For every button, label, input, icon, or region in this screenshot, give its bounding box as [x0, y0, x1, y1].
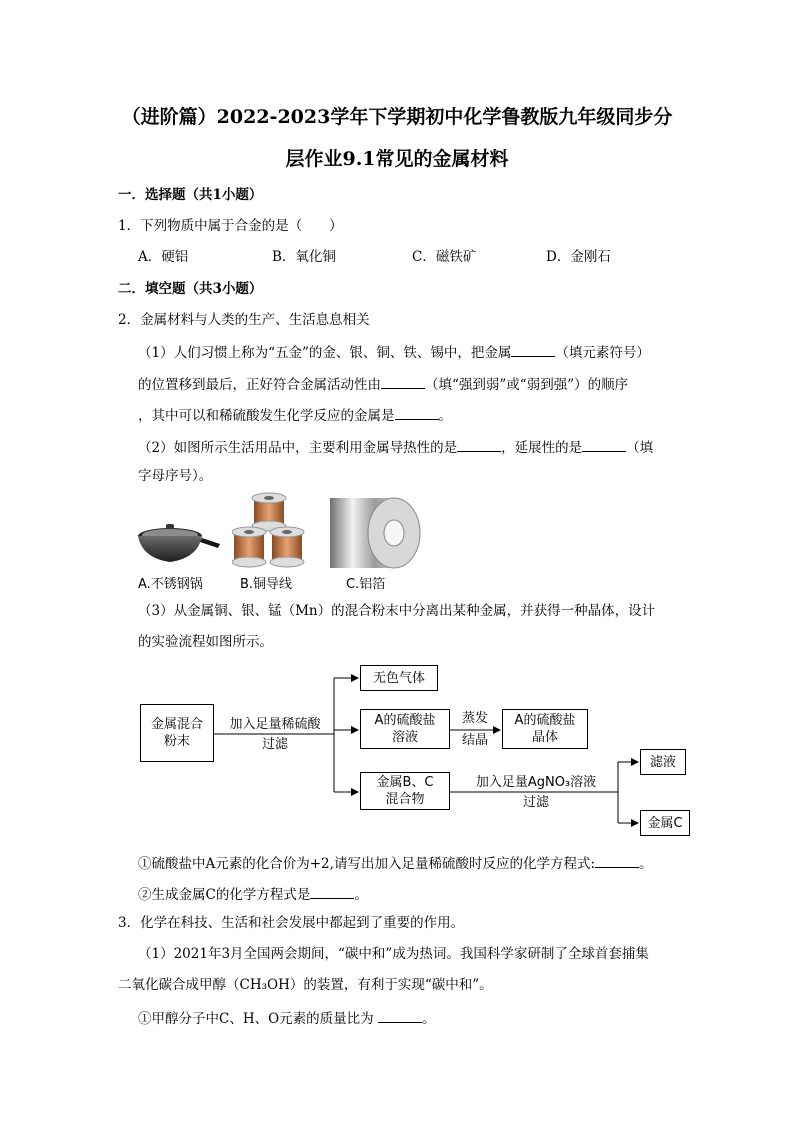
q1-option-a: A．硬铝	[138, 249, 189, 265]
doc-title-line1: （进阶篇）2022-2023学年下学期初中化学鲁教版九年级同步分	[121, 106, 673, 128]
q1-option-b: B．氧化铜	[272, 249, 336, 265]
q2-part1-line1: （1）人们习惯上称为“五金”的金、银、铜、铁、锡中，把金属 （填元素符号）	[138, 342, 650, 362]
q2-part3-line1: （3）从金属铜、银、锰（Mn）的混合粉末中分离出某种金属，并获得一种晶体，设计	[138, 603, 656, 619]
q2-stem: 2．金属材料与人类的生产、生活息息相关	[118, 312, 370, 328]
flow-label-crystallize: 结晶	[461, 733, 488, 748]
q2-sub2: ②生成金属C的化学方程式是 。	[138, 884, 368, 904]
q2-part1-line2: 的位置移到最后，正好符合金属活动性由 （填“强到弱”或“弱到强”）的顺序	[138, 374, 628, 394]
flow-label-evaporate: 蒸发	[461, 711, 488, 726]
flow-box-metal-bc: 金属B、C 混合物	[360, 772, 450, 810]
flow-label-acid: 加入足量稀硫酸	[229, 717, 321, 732]
q2-part1-line3: ，其中可以和稀硫酸发生化学反应的金属是 。	[138, 405, 452, 425]
q3-sub1: ①甲醇分子中C、H、O元素的质量比为 。	[138, 1008, 435, 1028]
q3-stem: 3．化学在科技、生活和社会发展中都起到了重要的作用。	[118, 915, 465, 931]
q1-option-c: C．磁铁矿	[412, 249, 477, 265]
q2-part3-line2: 的实验流程如图所示。	[138, 634, 273, 650]
q2-part2-line1: （2）如图所示生活用品中，主要利用金属导热性的是 ，延展性的是 （填	[138, 437, 653, 457]
flow-label-agno3: 加入足量AgNO₃溶液	[475, 775, 597, 790]
answer-blank[interactable]	[595, 853, 639, 868]
section-heading-fill: 二．填空题（共3小题）	[118, 281, 263, 297]
answer-blank[interactable]	[310, 884, 354, 899]
q3-part1-line2: 二氧化碳合成甲醇（CH₃OH）的装置，有利于实现“碳中和”。	[118, 977, 493, 993]
flow-box-gas: 无色气体	[360, 665, 438, 691]
caption-copper-wire: B.铜导线	[240, 577, 293, 592]
answer-blank[interactable]	[378, 1008, 422, 1023]
caption-aluminum-foil: C.铝箔	[346, 577, 386, 592]
section-heading-choice: 一．选择题（共1小题）	[118, 187, 263, 203]
q1-option-d: D．金刚石	[546, 249, 611, 265]
flow-label-filter1: 过滤	[261, 737, 288, 752]
flow-box-metal-powder: 金属混合 粉末	[140, 704, 214, 762]
q3-part1-line1: （1）2021年3月全国两会期间，“碳中和”成为热词。我国科学家研制了全球首套捕集	[138, 946, 649, 962]
flow-box-metal-c: 金属C	[640, 810, 690, 836]
q1-stem: 1．下列物质中属于合金的是（ ）	[118, 218, 343, 234]
caption-wok: A.不锈钢锅	[138, 577, 203, 592]
q2-part2-line2: 字母序号）。	[138, 468, 213, 484]
flow-box-filtrate: 滤液	[640, 749, 686, 775]
flow-label-filter2: 过滤	[522, 795, 549, 810]
q2-sub1: ①硫酸盐中A元素的化合价为+2,请写出加入足量稀硫酸时反应的化学方程式: 。	[138, 853, 653, 873]
flow-box-sulfate-solution: A的硫酸盐 溶液	[360, 709, 450, 749]
flow-box-sulfate-crystal: A的硫酸盐 晶体	[502, 709, 588, 749]
doc-title-line2: 层作业9.1常见的金属材料	[285, 148, 509, 170]
